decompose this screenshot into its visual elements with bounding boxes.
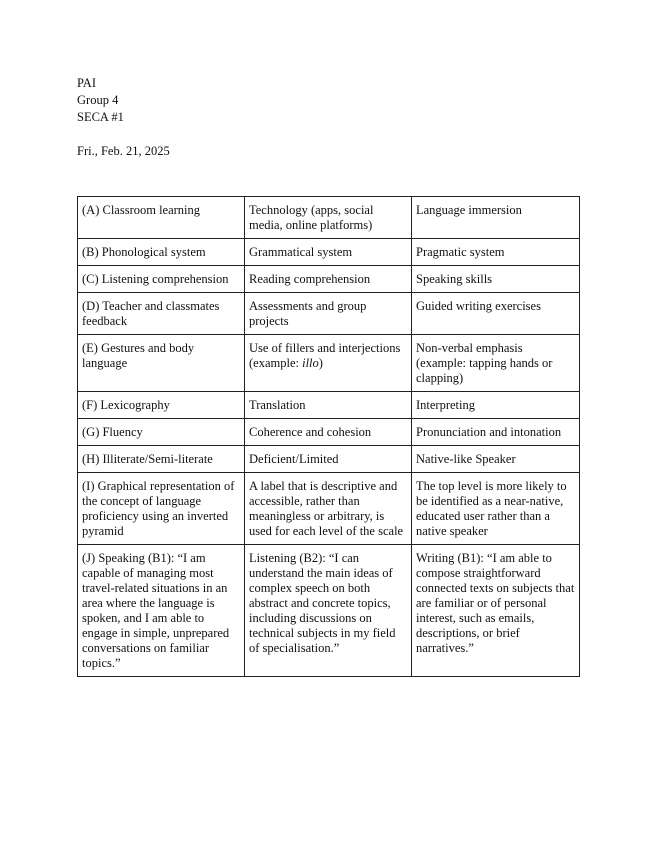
table-row (78, 392, 580, 419)
table-cell: (B) Phonological system (78, 239, 245, 266)
table-cell: (C) Listening comprehension (78, 266, 245, 293)
table-cell (245, 335, 412, 392)
table-cell: Pronunciation and intonation (412, 419, 580, 446)
table-row (78, 419, 580, 446)
table-row (78, 197, 580, 239)
table-cell: Speaking skills (412, 266, 580, 293)
header-date: Fri., Feb. 21, 2025 (77, 144, 170, 158)
table-cell: (D) Teacher and classmates feedback (78, 293, 245, 335)
table-cell: Deficient/Limited (245, 446, 412, 473)
table-row (78, 446, 580, 473)
table-cell: Assessments and group projects (245, 293, 412, 335)
content-table (77, 196, 580, 677)
table-cell: Language immersion (412, 197, 580, 239)
fillers-example-italic: illo (302, 356, 319, 370)
table-row (78, 293, 580, 335)
table-cell: (I) Graphical representation of the concept of language proficiency using an inverted pyramid (78, 473, 245, 545)
table-cell: (F) Lexicography (78, 392, 245, 419)
table-cell: Interpreting (412, 392, 580, 419)
table-row (78, 473, 580, 545)
table-cell: Writing (B1): “I am able to compose straightforward connected texts on subjects that are familiar or of personal interest, such as emails, descriptions, or brief narratives.” (412, 545, 580, 677)
table-cell: (J) Speaking (B1): “I am capable of managing most travel-related situations in an area where the language is spoken, and I am able to engage in simple, unprepared conversations on familiar topics.” (78, 545, 245, 677)
table-cell: (H) Illiterate/Semi-literate (78, 446, 245, 473)
table-cell: Translation (245, 392, 412, 419)
table-row (78, 335, 580, 392)
table-row (78, 239, 580, 266)
header-line-2: Group 4 (77, 93, 119, 107)
table-cell: Pragmatic system (412, 239, 580, 266)
table-cell: Guided writing exercises (412, 293, 580, 335)
table-cell: Reading comprehension (245, 266, 412, 293)
table-cell: A label that is descriptive and accessible, rather than meaningless or arbitrary, is used for each level of the scale (245, 473, 412, 545)
table-cell: Technology (apps, social media, online platforms) (245, 197, 412, 239)
table-cell: Non-verbal emphasis (example: tapping hands or clapping) (412, 335, 580, 392)
document-header (77, 75, 170, 160)
table-cell: Native-like Speaker (412, 446, 580, 473)
table-row (78, 266, 580, 293)
table-cell: (E) Gestures and body language (78, 335, 245, 392)
fillers-close-paren: ) (318, 356, 323, 370)
table-cell: Grammatical system (245, 239, 412, 266)
table-cell: (A) Classroom learning (78, 197, 245, 239)
header-line-3: SECA #1 (77, 110, 124, 124)
table-row (78, 545, 580, 677)
table-cell: (G) Fluency (78, 419, 245, 446)
header-line-1: PAI (77, 76, 96, 90)
table-cell: Coherence and cohesion (245, 419, 412, 446)
fillers-text: Use of fillers and interjections (example: (249, 341, 401, 370)
table-cell: Listening (B2): “I can understand the main ideas of complex speech on both abstract and concrete topics, including discussions on technical subjects in my field of specialisation.” (245, 545, 412, 677)
table-cell: The top level is more likely to be identified as a near-native, educated user rather than a native speaker (412, 473, 580, 545)
